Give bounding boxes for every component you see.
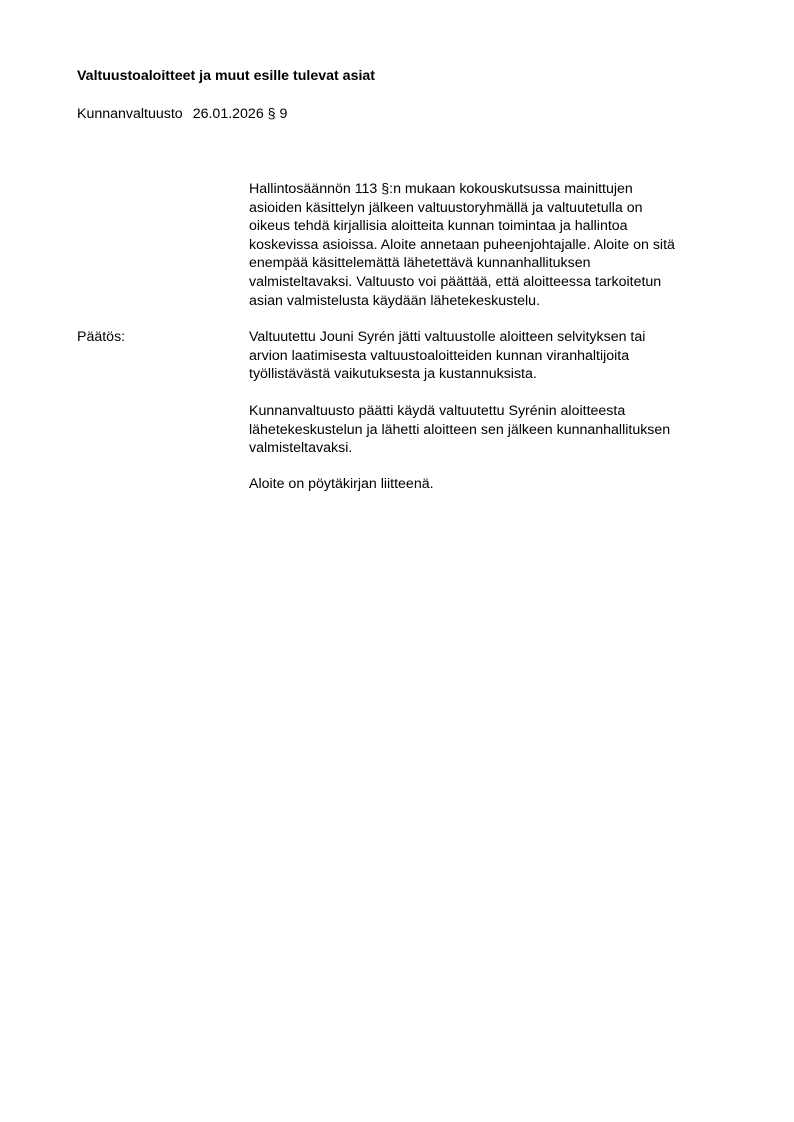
- decision-paragraph-2: [249, 402, 749, 458]
- council-name: Kunnanvaltuusto: [77, 106, 183, 122]
- decision-line: valmisteltavaksi.: [249, 440, 353, 457]
- decision-line: työllistävästä vaikutuksesta ja kustannuksista.: [249, 366, 537, 383]
- decision-line: lähetekeskustelun ja lähetti aloitteen sen jälkeen kunnanhallituksen: [249, 421, 671, 438]
- intro-line: Hallintosäännön 113 §:n mukaan kokouskutsussa mainittujen: [249, 181, 633, 197]
- decision-line: Aloite on pöytäkirjan liitteenä.: [249, 476, 434, 492]
- date-and-section: 26.01.2026 § 9: [192, 106, 288, 122]
- document-title: Valtuustoaloitteet ja muut esille tulevat asiat: [77, 68, 376, 84]
- decision-line: Valtuutettu Jouni Syrén jätti valtuustolle aloitteen selvityksen tai: [249, 329, 646, 345]
- intro-line: valmisteltavaksi. Valtuusto voi päättää, että aloitteessa tarkoitetun: [249, 273, 662, 290]
- decision-line: arvion laatimisesta valtuustoaloitteiden kunnan viranhaltijoita: [249, 347, 630, 364]
- intro-line: asioiden käsittelyn jälkeen valtuustoryhmällä ja valtuutetulla on: [249, 199, 643, 216]
- intro-line: oikeus tehdä kirjallisia aloitteita kunnan toimintaa ja hallintoa: [249, 218, 628, 235]
- intro-paragraph: [249, 180, 749, 310]
- intro-line: enempää käsittelemättä lähetettävä kunnanhallituksen: [249, 255, 591, 272]
- decision-paragraph-1: [249, 328, 749, 384]
- decision-line: Kunnanvaltuusto päätti käydä valtuutettu Syrénin aloitteesta: [249, 403, 626, 419]
- decision-label: Päätös:: [77, 329, 126, 345]
- decision-paragraph-3: [249, 475, 749, 494]
- intro-line: koskevissa asioissa. Aloite annetaan puheenjohtajalle. Aloite on sitä: [249, 236, 675, 253]
- intro-line: asian valmistelusta käydään lähetekeskustelu.: [249, 292, 541, 309]
- meeting-reference: [77, 106, 287, 122]
